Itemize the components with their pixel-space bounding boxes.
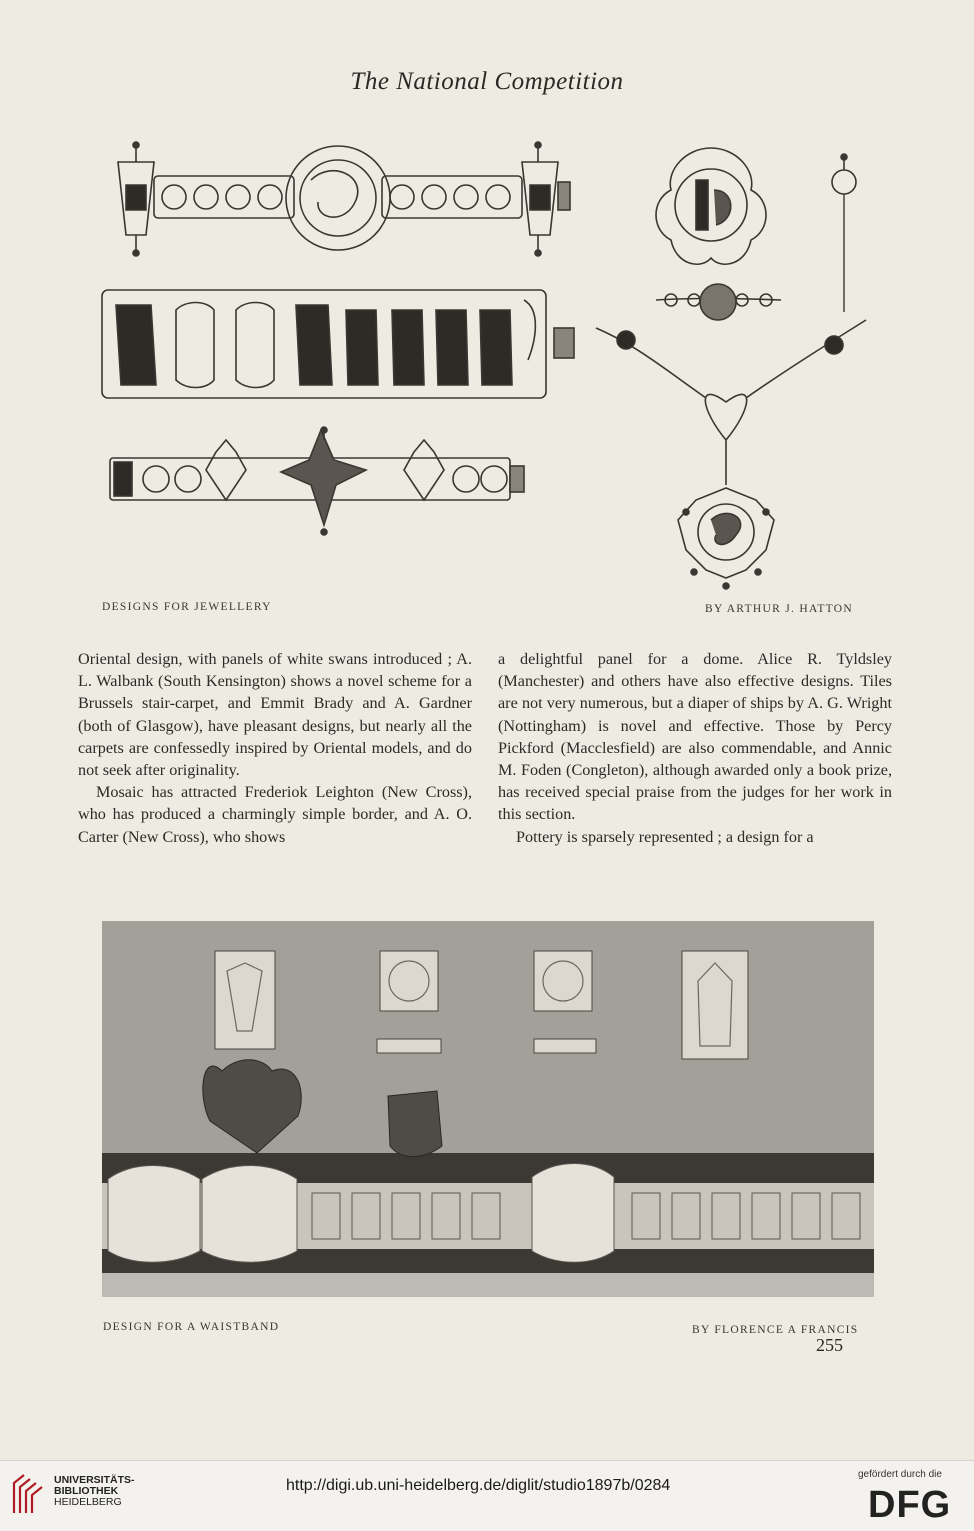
running-head: The National Competition: [350, 68, 624, 95]
necklace: [596, 284, 866, 589]
digitization-footer: [0, 1460, 974, 1531]
bracelet-three: [110, 427, 524, 535]
hat-pin: [832, 154, 856, 312]
text-column-left: [78, 648, 472, 848]
funded-by-label: gefördert durch die: [858, 1469, 942, 1480]
waistband-photograph: [102, 921, 874, 1297]
page-number: 255: [816, 1335, 843, 1355]
paragraph: a delightful panel for a dome. Alice R. Tyldsley (Manchester) and others have also effective designs. Tiles are not very numerous, but a diaper of ships by A. G. Wright (Nottingham) is novel and effective. Those by Percy Pickford (Macclesfield) are also commendable, and Annic M. Foden (Congleton), although awarded only a book prize, has received special praise from the judges for her work in this section.: [498, 650, 892, 824]
plate-two-caption-right: BY FLORENCE A FRANCIS: [692, 1324, 859, 1336]
brooch: [656, 148, 766, 264]
plate-one-caption-left: DESIGNS FOR JEWELLERY: [102, 601, 272, 613]
paragraph: Pottery is sparsely represented ; a design for a: [516, 827, 814, 846]
bracelet-one: [118, 142, 570, 256]
dfg-logo: DFG: [868, 1484, 952, 1526]
paragraph: Mosaic has attracted Frederiok Leighton (New Cross), who has produced a charmingly simple border, and A. O. Carter (New Cross), who shows: [78, 783, 472, 846]
library-name: UNIVERSITÄTS- BIBLIOTHEK HEIDELBERG: [54, 1474, 135, 1508]
jewellery-designs-illustration: [96, 140, 886, 600]
permalink-url[interactable]: http://digi.ub.uni-heidelberg.de/diglit/studio1897b/0284: [286, 1477, 671, 1494]
bracelet-two: [102, 290, 574, 398]
library-logo-icon: [10, 1469, 46, 1519]
plate-two-caption-left: DESIGN FOR A WAISTBAND: [103, 1321, 280, 1333]
paragraph: Oriental design, with panels of white swans introduced ; A. L. Walbank (South Kensington) shows a novel scheme for a Brussels stair-carpet, and Emmit Brady and A. Gardner (both of Glasgow), have pleasant designs, but nearly all the carpets are confessedly inspired by Oriental models, and do not seek after originality.: [78, 650, 472, 780]
plate-one-caption-right: BY ARTHUR J. HATTON: [705, 603, 853, 615]
text-column-right: [498, 648, 892, 848]
